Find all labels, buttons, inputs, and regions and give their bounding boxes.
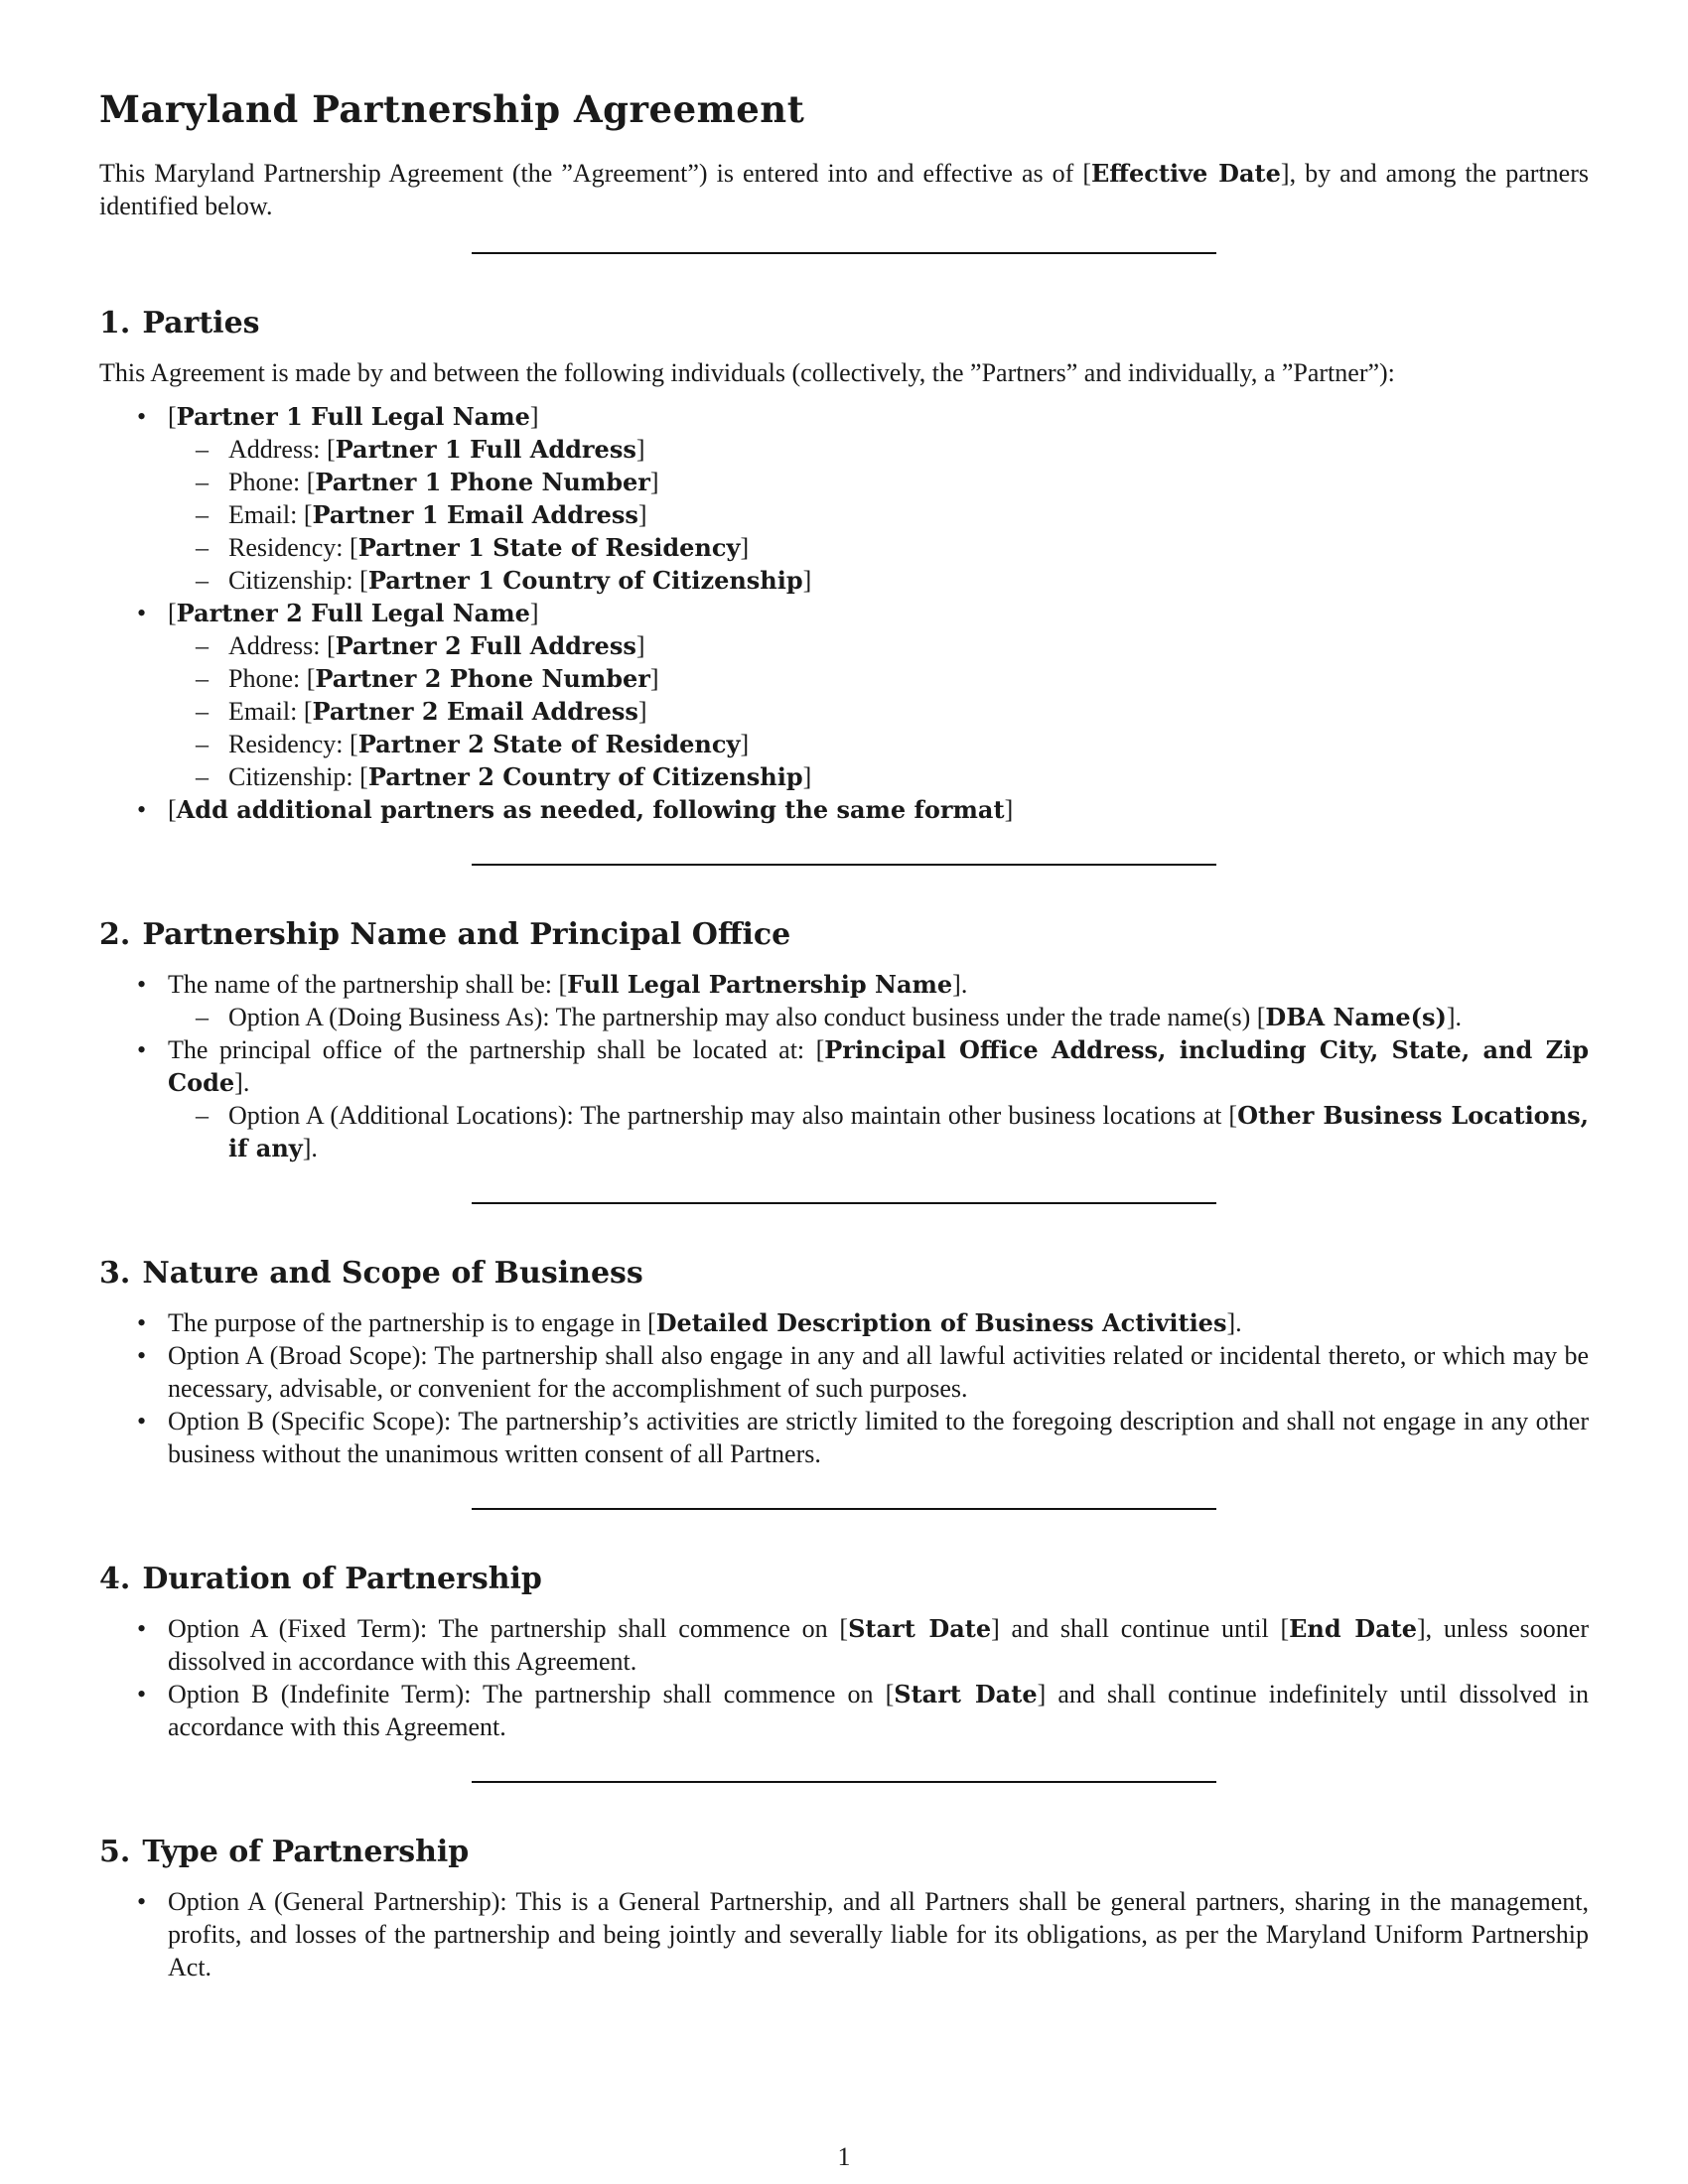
page-number: 1 [837,2142,851,2171]
section-divider [472,1508,1216,1510]
effective-date-placeholder: Effective Date [1091,159,1281,188]
partner-1-residency: – Residency: [Partner 1 State of Residency] [168,531,1589,564]
partner-2-address: – Address: [Partner 2 Full Address] [168,629,1589,662]
section-1-intro: This Agreement is made by and between the following individuals (collectively, the ”Partners” and individually, a ”Partner”): [99,358,1395,387]
partner-2-item: • [Partner 2 Full Legal Name] – Address: [Partner 2 Full Address] – Phone: [Partner 2 Phone Number] – Email: [Partner 2 Email Address] – Residency: [Partner 2 State of Residency] – Citizenship: [Partner 2 Country of Citizenship] [99,597,1589,793]
section-divider [472,1202,1216,1204]
principal-office-item: • The principal office of the partnership shall be located at: [Principal Office Address, including City, State, and Zip Code]. – Option A (Additional Locations): The partnership may also maintain other business locations at [Other Business Locations, if any]. [99,1033,1589,1164]
section-1-heading: 1. Parties [99,306,260,341]
section-3-heading: 3. Nature and Scope of Business [99,1256,643,1291]
partner-1-address: – Address: [Partner 1 Full Address] [168,433,1589,466]
partner-1-phone: – Phone: [Partner 1 Phone Number] [168,466,1589,498]
section-divider [472,1781,1216,1783]
partner-1-citizenship: – Citizenship: [Partner 1 Country of Citizenship] [168,564,1589,597]
partner-2-residency: – Residency: [Partner 2 State of Residency] [168,728,1589,760]
partner-1-details [168,433,1589,597]
partner-2-phone: – Phone: [Partner 2 Phone Number] [168,662,1589,695]
section-4-list [99,1612,1589,1743]
section-5-heading: 5. Type of Partnership [99,1835,470,1869]
section-divider [472,252,1216,254]
intro-paragraph: This Maryland Partnership Agreement (the ”Agreement”) is entered into and effective as of [Effective Date], by and among the partners identified below. [99,159,1589,220]
partner-2-email: – Email: [Partner 2 Email Address] [168,695,1589,728]
additional-locations-item: – Option A (Additional Locations): The partnership may also maintain other business locations at [Other Business Locations, if any]. [168,1099,1589,1164]
dba-option-item: – Option A (Doing Business As): The partnership may also conduct business under the trade name(s) [DBA Name(s)]. [168,1001,1589,1033]
partner-1-item: • [Partner 1 Full Legal Name] – Address: [Partner 1 Full Address] – Phone: [Partner 1 Phone Number] – Email: [Partner 1 Email Address] – Residency: [Partner 1 State of Residency] – Citizenship: [Partner 1 Country of Citizenship] [99,400,1589,597]
broad-scope-option: • Option A (Broad Scope): The partnership shall also engage in any and all lawful activities related or incidental thereto, or which may be necessary, advisable, or convenient for the accomplishment of such purposes. [99,1339,1589,1405]
partnership-name-item: • The name of the partnership shall be: [Full Legal Partnership Name]. – Option A (Doing Business As): The partnership may also conduct business under the trade name(s) [DBA Name(s)]. [99,968,1589,1033]
section-5-list [99,1885,1589,1983]
additional-partners-item: • [Add additional partners as needed, following the same format] [99,793,1589,826]
section-3-list [99,1306,1589,1470]
partner-2-citizenship: – Citizenship: [Partner 2 Country of Citizenship] [168,760,1589,793]
partner-1-email: – Email: [Partner 1 Email Address] [168,498,1589,531]
specific-scope-option: • Option B (Specific Scope): The partnership’s activities are strictly limited to the foregoing description and shall not engage in any other business without the unanimous written consent of all Partners. [99,1405,1589,1470]
partners-list [99,400,1589,826]
document-page [99,87,1589,1983]
fixed-term-option: • Option A (Fixed Term): The partnership shall commence on [Start Date] and shall continue until [End Date], unless sooner dissolved in accordance with this Agreement. [99,1612,1589,1678]
section-2-heading: 2. Partnership Name and Principal Office [99,917,791,952]
indefinite-term-option: • Option B (Indefinite Term): The partnership shall commence on [Start Date] and shall continue indefinitely until dissolved in accordance with this Agreement. [99,1678,1589,1743]
business-purpose-item: • The purpose of the partnership is to engage in [Detailed Description of Business Activities]. [99,1306,1589,1339]
section-2-list [99,968,1589,1164]
section-4-heading: 4. Duration of Partnership [99,1562,542,1596]
document-title: Maryland Partnership Agreement [99,87,805,131]
partner-2-details [168,629,1589,793]
section-divider [472,864,1216,866]
general-partnership-option: • Option A (General Partnership): This is a General Partnership, and all Partners shall be general partners, sharing in the management, profits, and losses of the partnership and being jointly and severally liable for its obligations, as per the Maryland Uniform Partnership Act. [99,1885,1589,1983]
